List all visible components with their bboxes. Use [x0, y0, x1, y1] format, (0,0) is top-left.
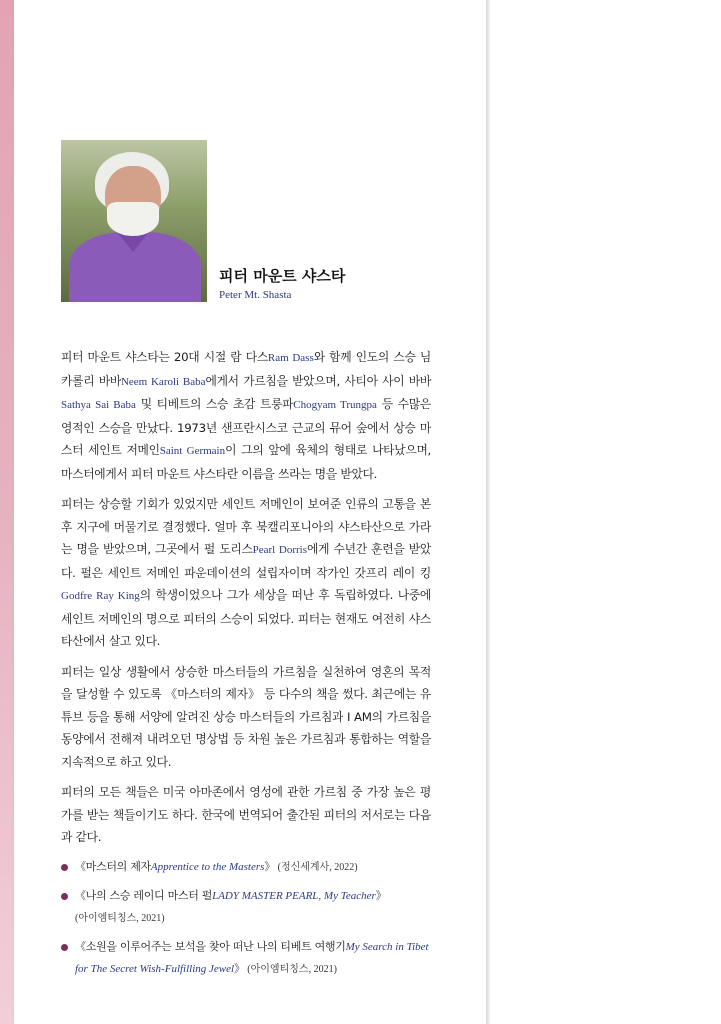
book-title-close: 》 [234, 962, 245, 975]
book-list [61, 856, 436, 987]
text-segment: 의 학생이었으나 그가 세상을 떠난 후 독립하였다. 나중에 세인트 저메인의 명으로 피터의 스승이 되었다. 피터는 현재도 여전히 샤스타산에서 살고 있다. [61, 588, 431, 648]
bullet-icon [61, 864, 68, 871]
text-segment: 등 수많은 영적인 스승을 만났다. 1973년 샌프란시스코 근교의 뮤어 숲에서 상승 마스터 세인트 저메인 [61, 397, 431, 457]
decorative-pink-strip [0, 0, 14, 1024]
biography-paragraph [61, 346, 431, 485]
book-title-close: 》 [264, 860, 276, 873]
english-name: Chogyam Trungpa [293, 399, 377, 411]
book-item [61, 936, 436, 981]
text-segment: 피터 마운트 샤스타는 20대 시절 람 다스 [61, 350, 268, 364]
author-name-english: Peter Mt. Shasta [219, 289, 292, 301]
text-segment: 이 그의 앞에 육체의 형태로 나타났으며, 마스터에게서 피터 마운트 샤스타란 이름을 쓰라는 명을 받았다. [61, 443, 432, 481]
page-backdrop [490, 0, 721, 1024]
author-photo [61, 140, 207, 302]
book-item [61, 856, 436, 879]
biography-paragraph [61, 493, 431, 653]
text-segment: 에게 수년간 훈련을 받았다. 펄은 세인트 저메인 파운데이션의 설립자이며 작가인 갓프리 레이 킹 [61, 542, 432, 580]
book-item [61, 885, 436, 930]
book-publisher: (아이엠티칭스, 2021) [75, 913, 165, 924]
biography-paragraph [61, 661, 431, 774]
text-segment: 피터의 모든 책들은 미국 아마존에서 영성에 관한 가르침 중 가장 높은 평가를 받는 책들이기도 하다. 한국에 번역되어 출간된 피터의 저서로는 다음과 같다. [61, 785, 431, 844]
english-name: Pearl Dorris [252, 544, 307, 556]
english-name: Godfre Ray King [61, 590, 140, 602]
author-name-korean: 피터 마운트 샤스타 [219, 267, 346, 285]
text-segment: 피터는 상승할 기회가 있었지만 세인트 저메인이 보여준 인류의 고통을 본 후 지구에 머물기로 결정했다. 얼마 후 북캘리포니아의 샤스타산으로 가라는 명을 받았으며, 그곳에서 펄 도리스 [61, 497, 431, 556]
english-name: Saint Germain [159, 445, 226, 457]
bullet-icon [61, 944, 68, 951]
english-name: Neem Karoli Baba [120, 375, 206, 388]
biography-paragraph [61, 781, 431, 849]
book-publisher: (아이엠티칭스, 2021) [244, 964, 337, 975]
english-name: Ram Dass [267, 352, 314, 364]
book-title-korean: 《나의 스승 레이디 마스터 펄 [75, 889, 213, 902]
text-segment: 에게서 가르침을 받았으며, 사티아 사이 바바 [205, 373, 431, 388]
book-title-english: Apprentice to the Masters [150, 861, 265, 873]
book-title-english: My Search in Tibet for The Secret Wish-Fulfilling Jewel [75, 941, 429, 975]
book-publisher: (정신세계사, 2022) [275, 862, 358, 873]
book-title-english: LADY MASTER PEARL, My Teacher [212, 890, 376, 902]
book-title-korean: 《소원을 이루어주는 보석을 찾아 떠난 나의 티베트 여행기 [75, 940, 346, 953]
text-segment: 와 함께 인도의 스승 님 카롤리 바바 [61, 350, 431, 388]
english-name: Sathya Sai Baba [61, 399, 136, 411]
author-biography [61, 346, 431, 857]
bullet-icon [61, 893, 68, 900]
book-title-korean: 《마스터의 제자 [75, 860, 151, 873]
book-title-close: 》 [375, 889, 387, 902]
text-segment: 및 티베트의 스승 초감 트룽파 [135, 397, 294, 411]
text-segment: 피터는 일상 생활에서 상승한 마스터들의 가르침을 실천하여 영혼의 목적을 달성할 수 있도록 《마스터의 제자》 등 다수의 책을 썼다. 최근에는 유튜브 등을 통해 서양에 알려진 상승 마스터들의 가르침과 I AM의 가르침을 동양에서 전해져 내려오던 명상법 등 차원 높은 가르침과 통합하는 역할을 지속적으로 하고 있다. [61, 664, 431, 769]
